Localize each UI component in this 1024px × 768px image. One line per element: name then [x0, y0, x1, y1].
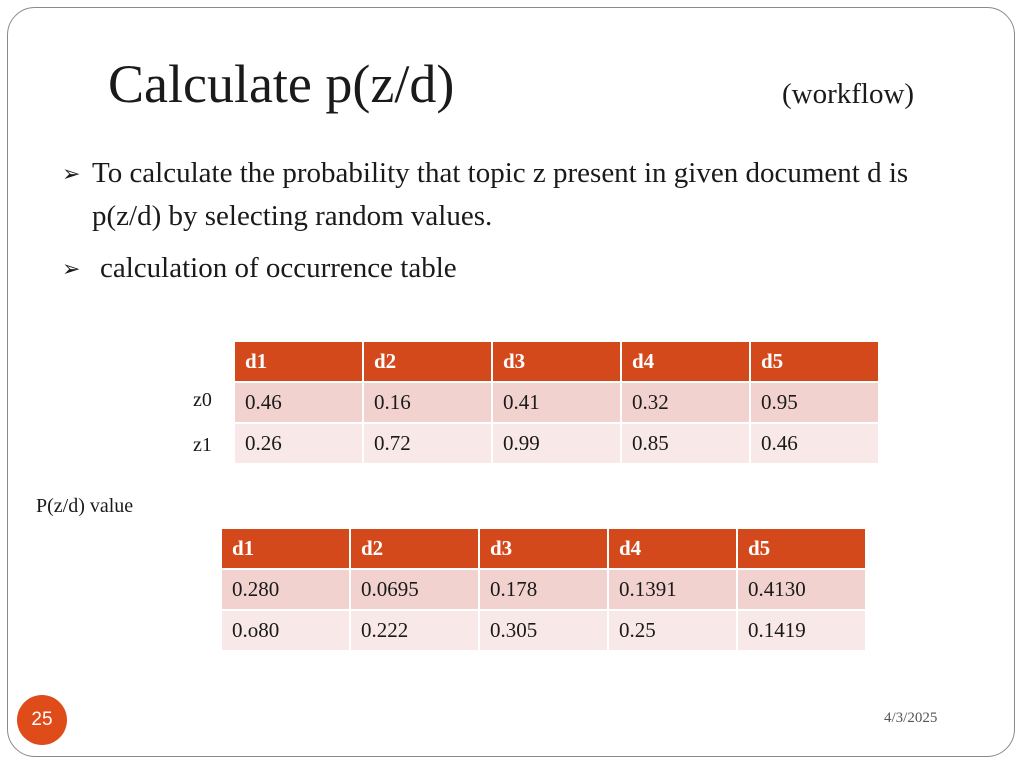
row-label-z1: z1: [193, 434, 212, 456]
column-header: d3: [480, 529, 607, 568]
pzd-caption: P(z/d) value: [36, 495, 134, 517]
table-cell: 0.222: [351, 611, 478, 650]
table-row: [235, 424, 878, 463]
table-header-row: [222, 529, 865, 568]
arrow-bullet-icon: ➢: [62, 161, 81, 186]
table-cell: 0.32: [622, 383, 749, 422]
table-cell: 0.46: [751, 424, 878, 463]
table-cell: 0.178: [480, 570, 607, 609]
column-header: d1: [235, 342, 362, 381]
bullet-text: calculation of occurrence table: [100, 252, 457, 284]
table-row: [222, 570, 865, 609]
table-cell: 0.85: [622, 424, 749, 463]
table-cell: 0.26: [235, 424, 362, 463]
column-header: d3: [493, 342, 620, 381]
table-cell: 0.280: [222, 570, 349, 609]
slide-title: Calculate p(z/d): [108, 54, 455, 114]
table-row: [222, 611, 865, 650]
table-cell: 0.0695: [351, 570, 478, 609]
table-row: [235, 383, 878, 422]
table-cell: 0.46: [235, 383, 362, 422]
column-header: d2: [351, 529, 478, 568]
column-header: d5: [751, 342, 878, 381]
table-cell: 0.95: [751, 383, 878, 422]
table-cell: 0.72: [364, 424, 491, 463]
slide-subtitle: (workflow): [782, 78, 915, 110]
table-cell: 0.o80: [222, 611, 349, 650]
column-header: d4: [622, 342, 749, 381]
occurrence-table: [233, 340, 880, 465]
page-number-badge: 25: [17, 695, 67, 745]
table-cell: 0.16: [364, 383, 491, 422]
column-header: d4: [609, 529, 736, 568]
table-cell: 0.305: [480, 611, 607, 650]
bullet-text: To calculate the probability that topic z present in given document d is p(z/d) by selecting random values.: [92, 157, 909, 232]
column-header: d5: [738, 529, 865, 568]
bullet-item: [62, 152, 962, 238]
column-header: d1: [222, 529, 349, 568]
row-label-z0: z0: [193, 389, 212, 411]
table-cell: 0.4130: [738, 570, 865, 609]
column-header: d2: [364, 342, 491, 381]
slide-date: 4/3/2025: [884, 710, 938, 726]
table-cell: 0.99: [493, 424, 620, 463]
pzd-table: [220, 527, 867, 652]
table-cell: 0.25: [609, 611, 736, 650]
table-cell: 0.41: [493, 383, 620, 422]
table-header-row: [235, 342, 878, 381]
table-cell: 0.1419: [738, 611, 865, 650]
arrow-bullet-icon: ➢: [62, 256, 81, 281]
bullet-item: [62, 247, 962, 290]
bullet-list: [62, 152, 962, 290]
table-cell: 0.1391: [609, 570, 736, 609]
